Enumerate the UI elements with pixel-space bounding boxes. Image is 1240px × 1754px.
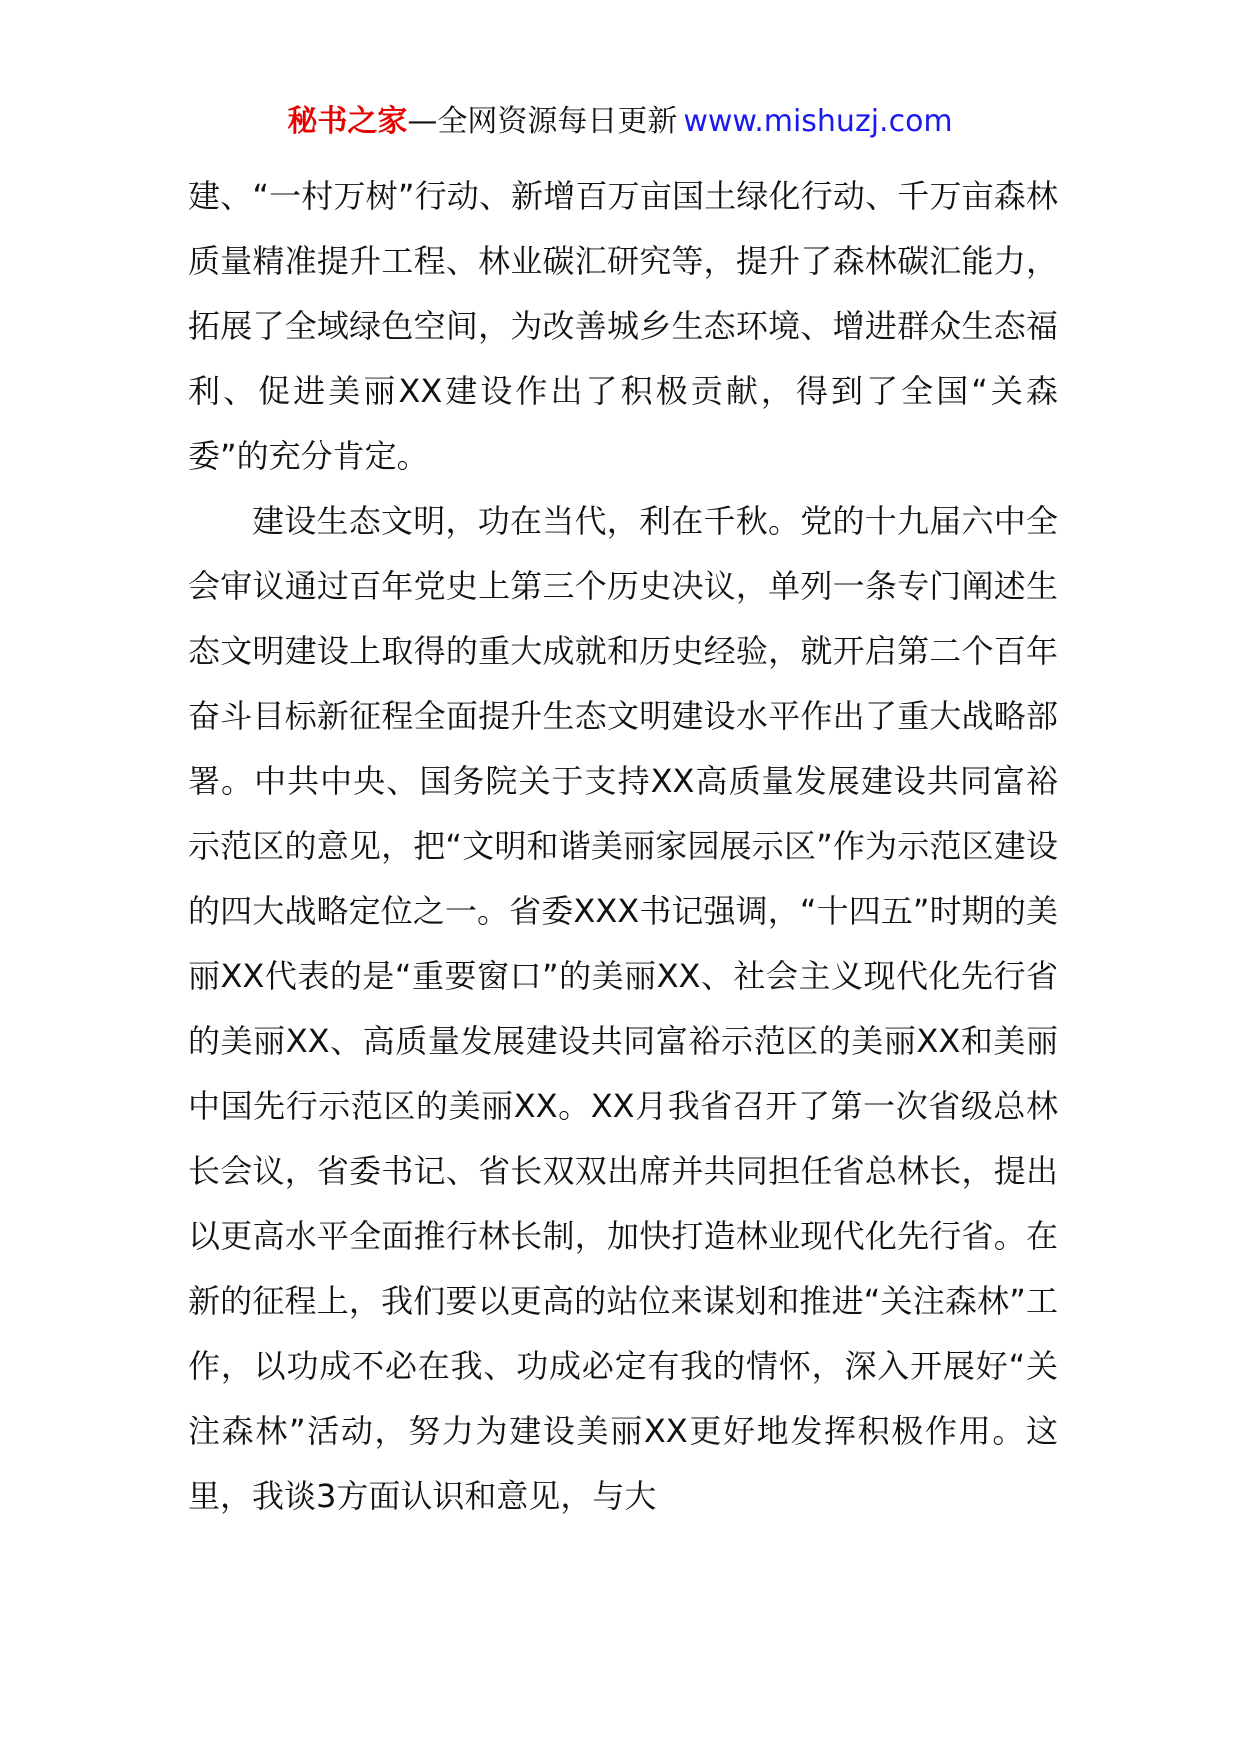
site-url-link[interactable]: www.mishuzj.com <box>683 104 953 139</box>
site-tagline: —全网资源每日更新 <box>407 104 678 139</box>
document-body <box>188 164 1058 1529</box>
site-header <box>0 100 1240 144</box>
paragraph: 建设生态文明，功在当代，利在千秋。党的十九届六中全会审议通过百年党史上第三个历史决议，单列一条专门阐述生态文明建设上取得的重大成就和历史经验，就开启第二个百年奋斗目标新征程全面提升生态文明建设水平作出了重大战略部署。中共中央、国务院关于支持XX高质量发展建设共同富裕示范区的意见，把“文明和谐美丽家园展示区”作为示范区建设的四大战略定位之一。省委XXX书记强调，“十四五”时期的美丽XX代表的是“重要窗口”的美丽XX、社会主义现代化先行省的美丽XX、高质量发展建设共同富裕示范区的美丽XX和美丽中国先行示范区的美丽XX。XX月我省召开了第一次省级总林长会议，省委书记、省长双双出席并共同担任省总林长，提出以更高水平全面推行林长制，加快打造林业现代化先行省。在新的征程上，我们要以更高的站位来谋划和推进“关注森林”工作，以功成不必在我、功成必定有我的情怀，深入开展好“关注森林”活动，努力为建设美丽XX更好地发挥积极作用。这里，我谈3方面认识和意见，与大 <box>188 502 1058 1515</box>
site-brand: 秘书之家 <box>287 104 408 139</box>
paragraph-continued: 建、“一村万树”行动、新增百万亩国土绿化行动、千万亩森林质量精准提升工程、林业碳汇研究等，提升了森林碳汇能力，拓展了全域绿色空间，为改善城乡生态环境、增进群众生态福利、促进美丽XX建设作出了积极贡献，得到了全国“关森委”的充分肯定。 <box>188 177 1058 475</box>
